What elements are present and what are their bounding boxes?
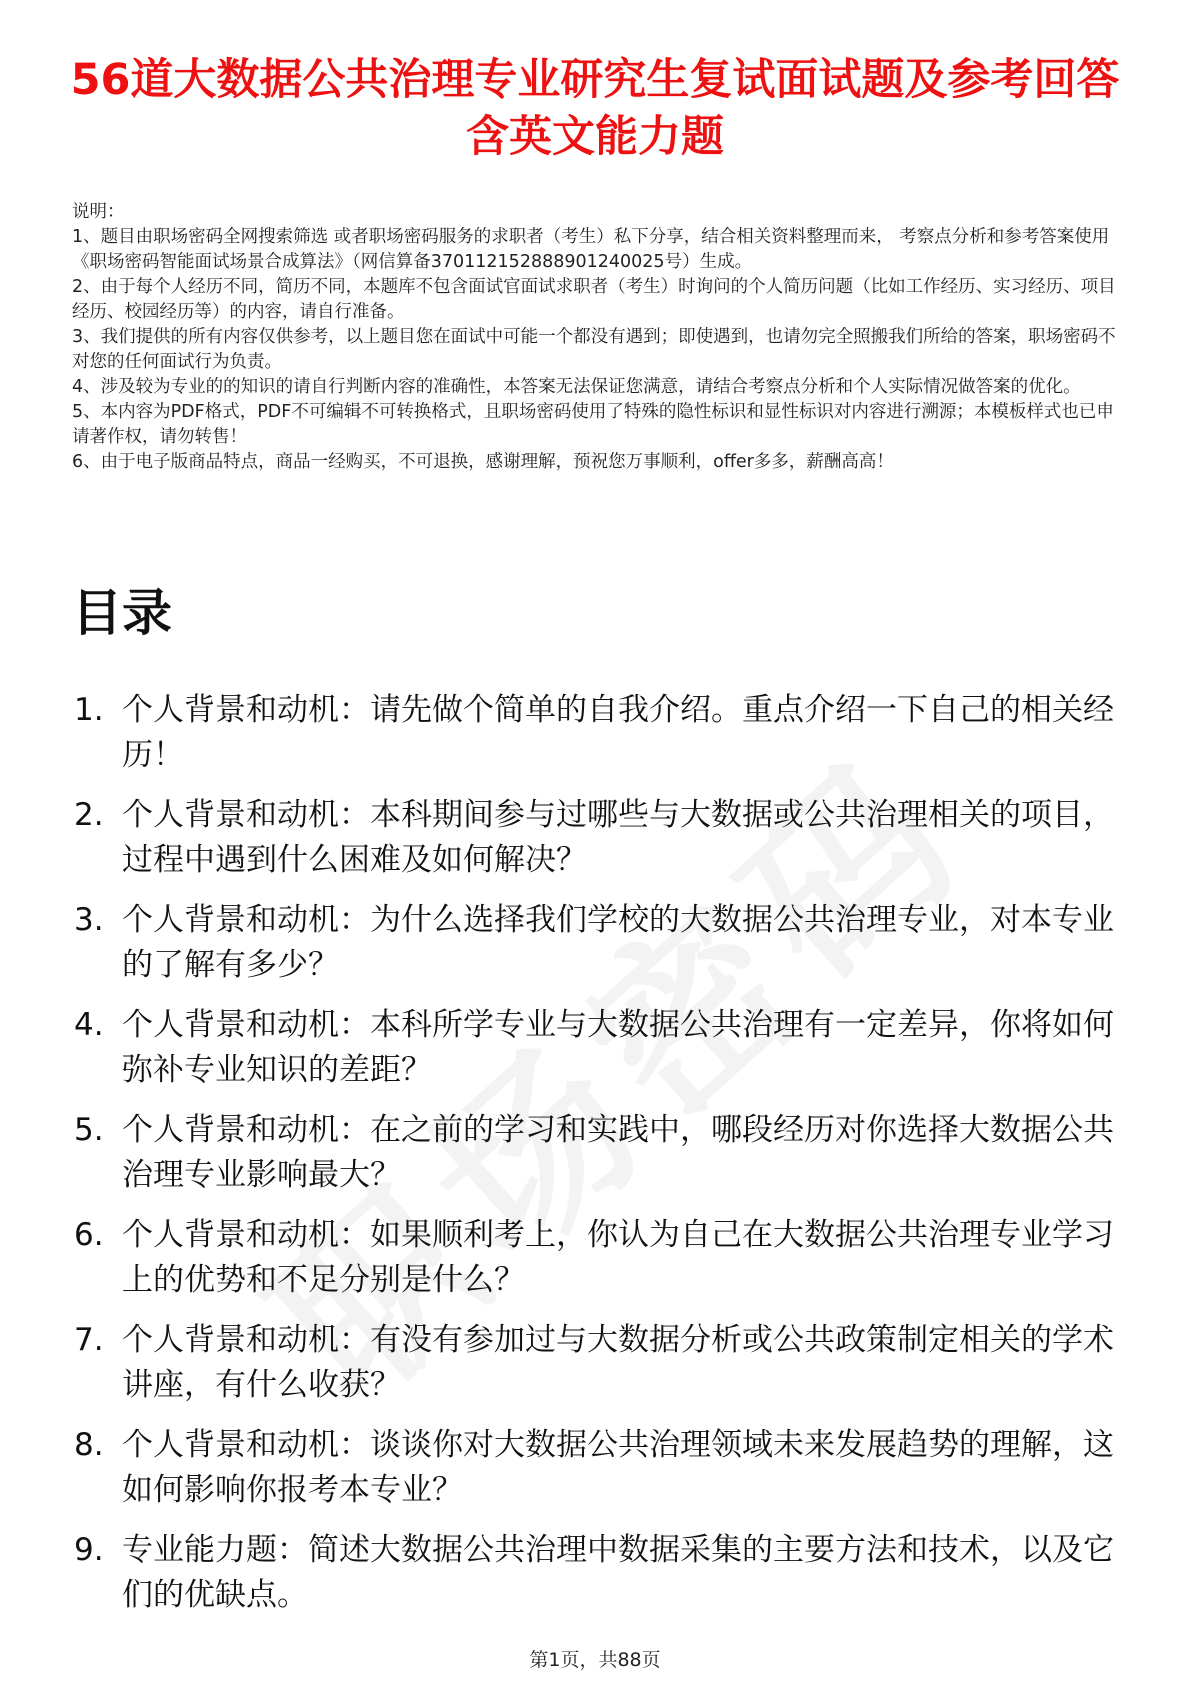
note-item: 6、由于电子版商品特点，商品一经购买，不可退换，感谢理解，预祝您万事顺利，offer多多，薪酬高高！: [72, 452, 894, 472]
toc-item-number: 2.: [74, 797, 104, 833]
toc-item-number: 6.: [74, 1217, 104, 1253]
toc-item-text: 个人背景和动机：在之前的学习和实践中，哪段经历对你选择大数据公共治理专业影响最大？: [122, 1112, 1114, 1193]
toc-item-text: 个人背景和动机：本科期间参与过哪些与大数据或公共治理相关的项目，过程中遇到什么困难及如何解决？: [122, 797, 1114, 878]
note-item: 2、由于每个人经历不同，简历不同，本题库不包含面试官面试求职者（考生）时询问的个人简历问题（比如工作经历、实习经历、项目经历、校园经历等）的内容，请自行准备。: [72, 277, 1116, 322]
toc-item-number: 7.: [74, 1322, 104, 1358]
toc-item-text: 个人背景和动机：本科所学专业与大数据公共治理有一定差异，你将如何弥补专业知识的差距？: [122, 1007, 1114, 1088]
table-of-contents: [72, 688, 1122, 1633]
toc-item-number: 1.: [74, 692, 104, 728]
toc-heading: 目录: [72, 584, 172, 642]
toc-item[interactable]: [72, 1003, 1122, 1093]
document-title: 56道大数据公共治理专业研究生复试面试题及参考回答含英文能力题: [70, 55, 1120, 162]
toc-item-number: 9.: [74, 1532, 104, 1568]
note-item: 1、题目由职场密码全网搜索筛选 或者职场密码服务的求职者（考生）私下分享，结合相关资料整理而来， 考察点分析和参考答案使用《职场密码智能面试场景合成算法》（网信算备370112152888901240025号）生成。: [72, 227, 1110, 272]
notes-heading: 说明：: [72, 202, 125, 222]
toc-item[interactable]: [72, 793, 1122, 883]
toc-item[interactable]: [72, 1213, 1122, 1303]
page-number: 第1页，共88页: [529, 1649, 661, 1671]
toc-item[interactable]: [72, 1423, 1122, 1513]
toc-item-text: 个人背景和动机：有没有参加过与大数据分析或公共政策制定相关的学术讲座，有什么收获？: [122, 1322, 1114, 1403]
note-item: 5、本内容为PDF格式，PDF不可编辑不可转换格式，且职场密码使用了特殊的隐性标识和显性标识对内容进行溯源；本模板样式也已申请著作权，请勿转售！: [72, 402, 1114, 447]
toc-item-text: 个人背景和动机：请先做个简单的自我介绍。重点介绍一下自己的相关经历！: [122, 692, 1114, 773]
toc-item[interactable]: [72, 898, 1122, 988]
toc-item-text: 专业能力题：简述大数据公共治理中数据采集的主要方法和技术，以及它们的优缺点。: [122, 1532, 1114, 1613]
notes-section: [72, 200, 1120, 475]
toc-item-number: 5.: [74, 1112, 104, 1148]
toc-item-number: 3.: [74, 902, 104, 938]
toc-item-number: 8.: [74, 1427, 104, 1463]
note-item: 4、涉及较为专业的的知识的请自行判断内容的准确性，本答案无法保证您满意，请结合考察点分析和个人实际情况做答案的优化。: [72, 377, 1081, 397]
toc-item-number: 4.: [74, 1007, 104, 1043]
toc-item[interactable]: [72, 1318, 1122, 1408]
note-item: 3、我们提供的所有内容仅供参考，以上题目您在面试中可能一个都没有遇到；即使遇到，也请勿完全照搬我们所给的答案，职场密码不对您的任何面试行为负责。: [72, 327, 1116, 372]
toc-item[interactable]: [72, 1528, 1122, 1618]
toc-item-text: 个人背景和动机：谈谈你对大数据公共治理领域未来发展趋势的理解，这如何影响你报考本专业？: [122, 1427, 1114, 1508]
toc-item-text: 个人背景和动机：为什么选择我们学校的大数据公共治理专业，对本专业的了解有多少？: [122, 902, 1114, 983]
toc-item[interactable]: [72, 1108, 1122, 1198]
toc-item[interactable]: [72, 688, 1122, 778]
toc-item-text: 个人背景和动机：如果顺利考上，你认为自己在大数据公共治理专业学习上的优势和不足分别是什么？: [122, 1217, 1114, 1298]
